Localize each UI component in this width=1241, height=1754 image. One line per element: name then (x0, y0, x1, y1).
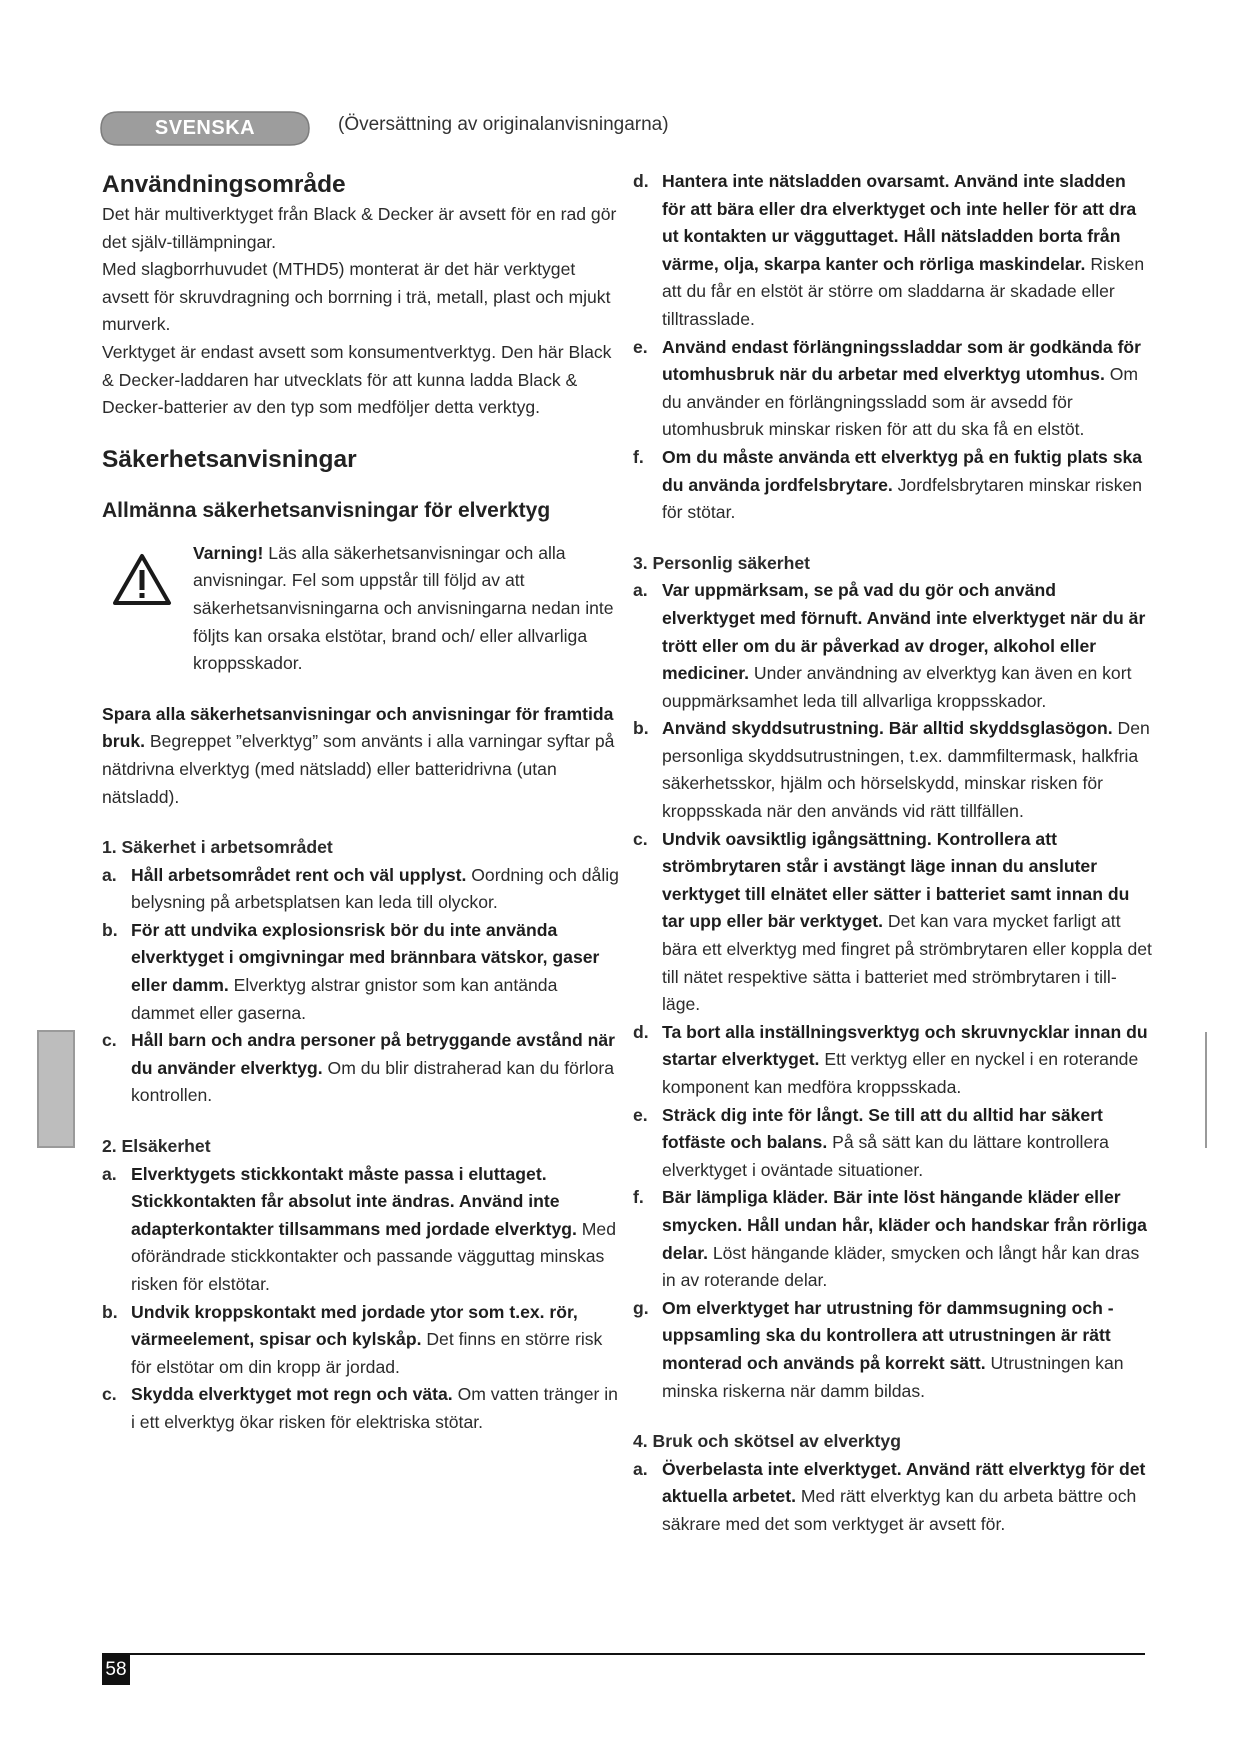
item-text: Oordning och dålig belysning på arbetsplatsen kan leda till olyckor. (131, 864, 619, 913)
item-bold-text: För att undvika explosionsrisk bör du inte använda elverktyget i omgivningar med brännbara vätskor, gaser eller damm. (131, 919, 600, 996)
item-bold-text: Skydda elverktyget mot regn och väta. (131, 1384, 453, 1405)
item-bold-text: Var uppmärksam, se på vad du gör och använd elverktyget med förnuft. Använd inte elverktyget när du är trött eller om du är påverkad av droger, alkohol eller mediciner. (662, 580, 1146, 684)
right-column (633, 168, 1153, 1539)
section-3-item (633, 715, 1153, 825)
section-1-title: 1. Säkerhet i arbetsområdet (102, 837, 333, 858)
item-bold-text: Undvik kroppskontakt med jordade ytor som t.ex. rör, värmeelement, spisar och kylskåp. (131, 1301, 578, 1350)
item-marker: e. (633, 1104, 648, 1125)
item-marker: c. (102, 1384, 117, 1405)
section-2-item (633, 334, 1153, 444)
edge-mark (1205, 1032, 1207, 1148)
item-bold-text: Håll arbetsområdet rent och väl upplyst. (131, 864, 467, 885)
item-text: Under användning av elverktyg kan även en kort ouppmärksamhet leda till allvarliga kroppsskador. (662, 663, 1132, 711)
warning-bold: Varning! (193, 542, 264, 563)
item-marker: c. (633, 828, 648, 849)
item-text: Det kan vara mycket farligt att bära ett elverktyg med fingret på strömbrytaren eller koppla det till nätet respektive sätta i batteriet med strömbrytaren i till-läge. (662, 911, 1152, 1015)
usage-paragraph-3: Verktyget är endast avsett som konsumentverktyg. Den här Black & Decker-laddaren har utvecklats för att kunna ladda Black & Decker-batterier av den typ som medföljer detta verktyg. (102, 341, 612, 418)
section-2-continued-list (633, 168, 1153, 527)
item-text: Risken att du får en elstöt är större om sladdarna är skadade eller tilltrasslade. (662, 253, 1145, 329)
save-body: Begreppet ”elverktyg” som använts i alla varningar syftar på nätdrivna elverktyg (med nätsladd) eller batteridrivna (utan nätsladd). (102, 731, 615, 807)
item-bold-text: Överbelasta inte elverktyget. Använd rätt elverktyg för det aktuella arbetet. (662, 1458, 1146, 1507)
heading-safety: Säkerhetsanvisningar (102, 445, 357, 473)
section-3-title: 3. Personlig säkerhet (633, 552, 810, 573)
item-bold-text: Undvik oavsiktlig igångsättning. Kontrollera att strömbrytaren står i avstängt läge innan du ansluter verktyget till elnätet eller sätter i batteriet samt innan du tar upp eller bär verktyget. (662, 828, 1130, 932)
section-2-item (633, 168, 1153, 334)
warning-block (102, 540, 622, 678)
item-marker: f. (633, 1187, 644, 1208)
item-marker: a. (633, 1458, 648, 1479)
item-text: Jordfelsbrytaren minskar risken för stötar. (662, 474, 1143, 523)
left-column (102, 168, 622, 1437)
item-text: Om vatten tränger in i ett elverktyg ökar risken för elektriska stötar. (131, 1384, 618, 1432)
heading-general-safety: Allmänna säkerhetsanvisningar för elverktyg (102, 498, 551, 522)
save-bold: Spara alla säkerhetsanvisningar och anvisningar för framtida bruk. (102, 703, 614, 752)
section-3-item (633, 1184, 1153, 1294)
item-marker: a. (102, 864, 117, 885)
section-2-title: 2. Elsäkerhet (102, 1136, 211, 1157)
section-1-item (102, 917, 622, 1027)
footer-rule (102, 1653, 1145, 1655)
item-bold-text: Sträck dig inte för långt. Se till att du alltid har säkert fotfäste och balans. (662, 1104, 1103, 1153)
section-3-item (633, 1019, 1153, 1102)
item-text: Med rätt elverktyg kan du arbeta bättre och säkrare med det som verktyget är avsett för. (662, 1486, 1137, 1534)
save-instructions (102, 701, 622, 811)
item-marker: g. (633, 1297, 649, 1318)
item-text: Om du använder en förlängningssladd som är avsedd för utomhusbruk minskar risken för att du ska få en elstöt. (662, 364, 1139, 440)
heading-usage: Användningsområde (102, 171, 346, 198)
item-marker: a. (102, 1163, 117, 1184)
translation-note: (Översättning av originalanvisningarna) (338, 114, 669, 135)
section-2-list (102, 1161, 622, 1437)
section-2-item (633, 444, 1153, 527)
item-text: Elverktyg alstrar gnistor som kan antända dammet eller gaserna. (131, 975, 558, 1023)
item-text: Ett verktyg eller en nyckel i en roterande komponent kan medföra kroppsskada. (662, 1049, 1139, 1097)
section-3-item (633, 1102, 1153, 1185)
item-text: På så sätt kan du lättare kontrollera elverktyget i oväntade situationer. (662, 1132, 1109, 1180)
language-label: SVENSKA (154, 117, 256, 139)
language-badge (100, 111, 310, 146)
item-marker: e. (633, 336, 648, 357)
item-bold-text: Använd endast förlängningssladdar som är godkända för utomhusbruk när du arbetar med elverktyg utomhus. (662, 336, 1142, 385)
warning-text (193, 540, 622, 678)
warning-triangle-icon (111, 552, 173, 607)
page-number: 58 (102, 1654, 130, 1685)
item-bold-text: Bär lämpliga kläder. Bär inte löst hängande kläder eller smycken. Håll undan hår, kläder och handskar från rörliga delar. (662, 1187, 1147, 1263)
item-bold-text: Ta bort alla inställningsverktyg och skruvnycklar innan du startar elverktyget. (662, 1021, 1148, 1070)
item-marker: b. (102, 919, 118, 940)
usage-paragraph-2: Med slagborrhuvudet (MTHD5) monterat är det här verktyget avsett för skruvdragning och borrning i trä, metall, plast och mjukt murverk. (102, 259, 611, 335)
item-text: Utrustningen kan minska riskerna när damm bildas. (662, 1352, 1124, 1401)
section-4-item (633, 1456, 1153, 1539)
section-3-item (633, 826, 1153, 1019)
item-marker: b. (633, 718, 649, 739)
section-4-list (633, 1456, 1153, 1539)
section-3-item (633, 1295, 1153, 1405)
item-bold-text: Håll barn och andra personer på betryggande avstånd när du använder elverktyg. (131, 1030, 615, 1078)
item-marker: b. (102, 1301, 118, 1322)
item-text: Det finns en större risk för elstötar om din kropp är jordad. (131, 1329, 603, 1377)
section-1-item (102, 862, 622, 917)
section-1-item (102, 1027, 622, 1110)
section-4-title: 4. Bruk och skötsel av elverktyg (633, 1431, 901, 1452)
item-marker: c. (102, 1030, 117, 1051)
section-1-list (102, 862, 622, 1110)
item-marker: a. (633, 580, 648, 601)
item-bold-text: Elverktygets stickkontakt måste passa i eluttaget. Stickkontakten får absolut inte ändras. Använd inte adapterkontakter tillsammans med jordade elverktyg. (131, 1163, 577, 1239)
section-2-item (102, 1381, 622, 1436)
section-2-item (102, 1161, 622, 1299)
item-marker: d. (633, 1021, 649, 1042)
item-marker: f. (633, 446, 644, 467)
item-text: Den personliga skyddsutrustningen, t.ex. dammfiltermask, halkfria säkerhetsskor, hjälm och hörselskydd, minskar risken för kroppsskada när den används vid rätt tillfällen. (662, 718, 1150, 822)
section-3-item (633, 577, 1153, 715)
item-text: Med oförändrade stickkontakter och passande vägguttag minskas risken för elstötar. (131, 1218, 616, 1294)
section-2-item (102, 1299, 622, 1382)
item-bold-text: Om elverktyget har utrustning för dammsugning och -uppsamling ska du kontrollera att utrustningen är rätt monterad och används på korrekt sätt. (662, 1297, 1114, 1373)
usage-paragraph-1: Det här multiverktyget från Black & Decker är avsett för en rad gör det själv-tillämpningar. (102, 204, 617, 252)
warning-body: Läs alla säkerhetsanvisningar och alla anvisningar. Fel som uppstår till följd av att säkerhetsanvisningarna och anvisningarna nedan inte följts kan orsaka elstötar, brand och/ eller allvarliga kroppsskador. (193, 542, 614, 674)
item-text: Om du blir distraherad kan du förlora kontrollen. (131, 1057, 615, 1106)
item-text: Löst hängande kläder, smycken och långt hår kan dras in av roterande delar. (662, 1242, 1140, 1291)
item-marker: d. (633, 171, 649, 191)
side-tab (37, 1030, 75, 1148)
section-3-list (633, 577, 1153, 1405)
item-bold-text: Hantera inte nätsladden ovarsamt. Använd inte sladden för att bära eller dra elverktyget och inte heller för att dra ut kontakten ur vägguttaget. Håll nätsladden borta från värme, olja, skarpa kanter och rörliga maskindelar. (662, 171, 1137, 274)
item-bold-text: Använd skyddsutrustning. Bär alltid skyddsglasögon. (662, 718, 1113, 739)
item-bold-text: Om du måste använda ett elverktyg på en fuktig plats ska du använda jordfelsbrytare. (662, 446, 1143, 495)
